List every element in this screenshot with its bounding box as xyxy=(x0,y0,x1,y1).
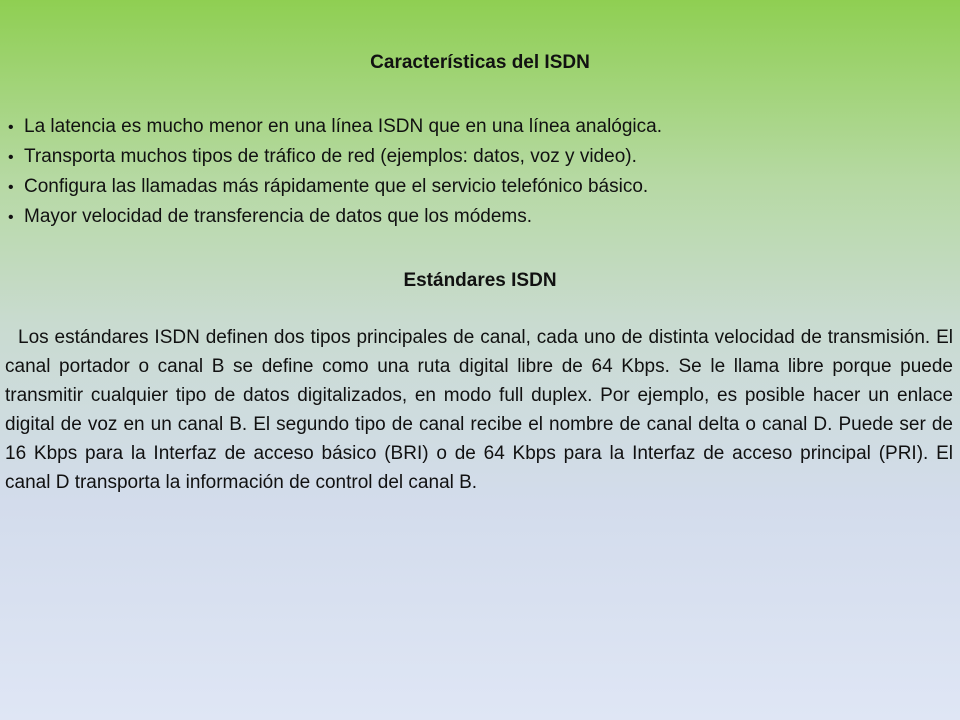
bullet-icon: • xyxy=(8,209,14,226)
list-item xyxy=(8,112,662,142)
section-title-characteristics: Características del ISDN xyxy=(370,52,590,73)
list-item-text: Mayor velocidad de transferencia de datos que los módems. xyxy=(24,206,532,227)
list-item-text: Configura las llamadas más rápidamente que el servicio telefónico básico. xyxy=(24,176,649,197)
list-item xyxy=(8,142,662,172)
standards-paragraph: Los estándares ISDN definen dos tipos principales de canal, cada uno de distinta velocidad de transmisión. El canal portador o canal B se define como una ruta digital libre de 64 Kbps. Se le llama libre porque puede transmitir cualquier tipo de datos digitalizados, en modo full duplex. Por ejemplo, es posible hacer un enlace digital de voz en un canal B. El segundo tipo de canal recibe el nombre de canal delta o canal D. Puede ser de 16 Kbps para la Interfaz de acceso básico (BRI) o de 64 Kbps para la Interfaz de acceso principal (PRI). El canal D transporta la información de control del canal B. xyxy=(5,327,953,493)
bullet-icon: • xyxy=(8,119,14,136)
list-item-text: La latencia es mucho menor en una línea ISDN que en una línea analógica. xyxy=(24,116,662,137)
list-item xyxy=(8,202,662,232)
list-item xyxy=(8,172,662,202)
bullet-icon: • xyxy=(8,179,14,196)
bullet-icon: • xyxy=(8,149,14,166)
list-item-text: Transporta muchos tipos de tráfico de red (ejemplos: datos, voz y video). xyxy=(24,146,637,167)
characteristics-list xyxy=(8,112,662,232)
section-title-standards: Estándares ISDN xyxy=(403,270,557,291)
